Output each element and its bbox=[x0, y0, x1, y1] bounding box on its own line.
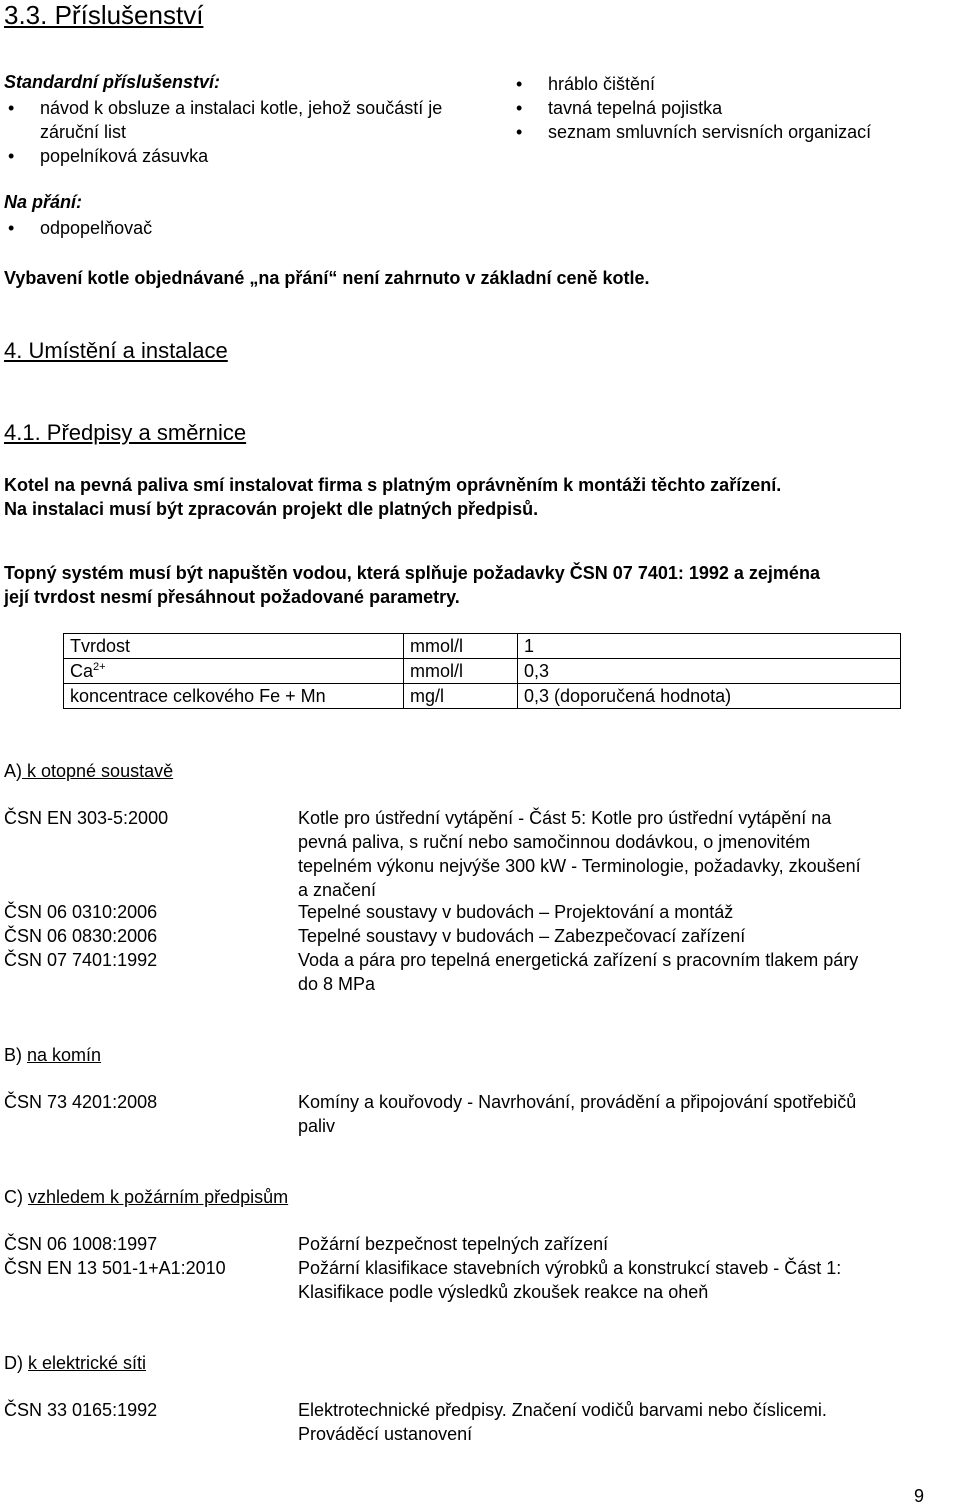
standard-description: Tepelné soustavy v budovách – Projektování a montáž bbox=[298, 902, 734, 922]
param-name: Tvrdost bbox=[64, 634, 404, 659]
paragraph-water bbox=[4, 561, 820, 609]
list-item: • hráblo čištění bbox=[512, 72, 952, 96]
list-item: • seznam smluvních servisních organizací bbox=[512, 120, 952, 144]
param-name: $Ca^{2+}$ bbox=[64, 659, 404, 684]
list-item: • návod k obsluze a instalaci kotle, jehož součástí je záruční list bbox=[4, 96, 444, 144]
paragraph-line: Topný systém musí být napuštěn vodou, která splňuje požadavky ČSN 07 7401: 1992 a zejména bbox=[4, 563, 820, 583]
optional-list bbox=[4, 216, 444, 240]
param-unit: mg/l bbox=[404, 684, 518, 709]
standard-code: ČSN 33 0165:1992 bbox=[4, 1400, 158, 1420]
standard-accessories-heading: Standardní příslušenství: bbox=[4, 72, 221, 92]
paragraph-line: Kotel na pevná paliva smí instalovat firma s platným oprávněním k montáži těchto zařízení. bbox=[4, 475, 782, 495]
standard-description: Elektrotechnické předpisy. Značení vodičů barvami nebo číslicemi. Prováděcí ustanovení bbox=[298, 1400, 827, 1444]
param-value: 0,3 bbox=[518, 659, 901, 684]
table-row bbox=[64, 684, 901, 709]
paragraph-installer bbox=[4, 473, 781, 521]
param-value: 1 bbox=[518, 634, 901, 659]
list-item: • popelníková zásuvka bbox=[4, 144, 444, 168]
group-b-heading: B) na komín bbox=[4, 1045, 102, 1065]
optional-accessories-heading: Na přání: bbox=[4, 192, 83, 212]
group-a-heading: A) k otopné soustavě bbox=[4, 761, 174, 781]
page-number: 9 bbox=[914, 1486, 925, 1506]
list-item: • tavná tepelná pojistka bbox=[512, 96, 952, 120]
standard-description: Komíny a kouřovody - Navrhování, provádění a připojování spotřebičů paliv bbox=[298, 1092, 857, 1136]
paragraph-line: její tvrdost nesmí přesáhnout požadované parametry. bbox=[4, 587, 460, 607]
standard-description: Požární klasifikace stavebních výrobků a konstrukcí staveb - Část 1: Klasifikace podle výsledků zkoušek reakce na oheň bbox=[298, 1258, 842, 1302]
standard-code: ČSN 07 7401:1992 bbox=[4, 950, 158, 970]
standard-description: Požární bezpečnost tepelných zařízení bbox=[298, 1234, 609, 1254]
section-4-1-title: 4.1. Předpisy a směrnice bbox=[4, 420, 247, 445]
optional-note: Vybavení kotle objednávané „na přání“ není zahrnuto v základní ceně kotle. bbox=[4, 268, 650, 288]
param-unit: mmol/l bbox=[404, 634, 518, 659]
table-row bbox=[64, 634, 901, 659]
table-row bbox=[64, 659, 901, 684]
standard-code: ČSN 06 0310:2006 bbox=[4, 902, 158, 922]
standard-code: ČSN EN 303-5:2000 bbox=[4, 808, 169, 828]
param-unit: mmol/l bbox=[404, 659, 518, 684]
standard-code: ČSN EN 13 501-1+A1:2010 bbox=[4, 1258, 226, 1278]
water-parameters-table bbox=[63, 633, 901, 709]
standard-code: ČSN 06 0830:2006 bbox=[4, 926, 158, 946]
list-item: • odpopelňovač bbox=[4, 216, 444, 240]
section-4-title: 4. Umístění a instalace bbox=[4, 338, 228, 363]
standard-left-list bbox=[4, 96, 444, 168]
standard-description: Voda a pára pro tepelná energetická zařízení s pracovním tlakem páry do 8 MPa bbox=[298, 950, 859, 994]
standard-description: Kotle pro ústřední vytápění - Část 5: Kotle pro ústřední vytápění na pevná paliva, s ruční nebo samočinnou dodávkou, o jmenovitém tepelném výkonu nejvýše 300 kW - Terminologie, požadavky, zkoušení a značení bbox=[298, 808, 861, 900]
standard-code: ČSN 06 1008:1997 bbox=[4, 1234, 158, 1254]
section-3-3-title: 3.3. Příslušenství bbox=[4, 0, 204, 30]
param-value: 0,3 (doporučená hodnota) bbox=[518, 684, 901, 709]
standard-right-list bbox=[512, 72, 952, 144]
standard-description: Tepelné soustavy v budovách – Zabezpečovací zařízení bbox=[298, 926, 746, 946]
param-name: koncentrace celkového Fe + Mn bbox=[64, 684, 404, 709]
group-d-heading: D) k elektrické síti bbox=[4, 1353, 147, 1373]
group-c-heading: C) vzhledem k požárním předpisům bbox=[4, 1187, 289, 1207]
paragraph-line: Na instalaci musí být zpracován projekt dle platných předpisů. bbox=[4, 499, 539, 519]
standard-code: ČSN 73 4201:2008 bbox=[4, 1092, 158, 1112]
